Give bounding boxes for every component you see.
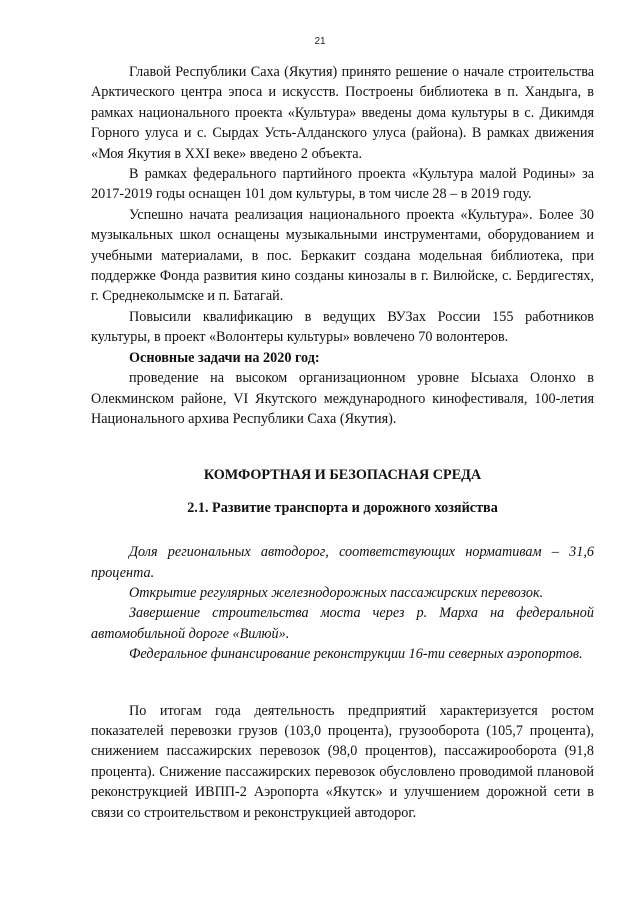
indicator-item: Открытие регулярных железнодорожных пассажирских перевозок. xyxy=(129,584,544,601)
paragraph-culture-construction: Главой Республики Саха (Якутия) принято решение о начале строительства Арктического центра эпоса и искусств. Построены библиотека в п. Хандыга, в рамках национального проекта «Культура» введены дома культуры в с. Дикимдя Горного улуса и с. Сырдах Усть-Алданского улуса (района). В рамках движения «Моя Якутия в XXI веке» введено 2 объекта. xyxy=(91,64,594,162)
indicator-item: Федеральное финансирование реконструкции 16-ти северных аэропортов. xyxy=(129,646,583,663)
indicator-item: Завершение строительства моста через р. Марха на федеральной автомобильной дороге «Вилюй». xyxy=(91,605,594,642)
paragraph-culture-small-homeland: В рамках федерального партийного проекта «Культура малой Родины» за 2017-2019 годы оснащен 101 дом культуры, в том числе 28 – в 2019 году. xyxy=(91,166,594,203)
indicators-list xyxy=(91,542,594,664)
subsection-title: 2.1. Развитие транспорта и дорожного хозяйства xyxy=(187,499,498,516)
paragraph-transport-results: По итогам года деятельность предприятий характеризуется ростом показателей перевозки грузов (103,0 процента), грузооборота (105,7 процента), снижением пассажирских перевозок (98,0 процентов), пассажирооборота (91,8 процента). Снижение пассажирских перевозок обусловлено проводимой плановой реконструкцией ИВПП-2 Аэропорта «Якутск» и улучшением дорожной сети в связи со строительством и реконструкцией автодорог. xyxy=(91,702,594,821)
paragraph-national-project: Успешно начата реализация национального проекта «Культура». Более 30 музыкальных школ оснащены музыкальными инструментами, оборудованием и учебными материалами, в пос. Беркакит создана модельная библиотека, при поддержке Фонда развития кино созданы кинозалы в г. Вилюйске, с. Бердигестях, г. Среднеколымске и п. Батагай. xyxy=(91,206,594,305)
section-title: КОМФОРТНАЯ И БЕЗОПАСНАЯ СРЕДА xyxy=(203,467,482,484)
paragraph-qualification: Повысили квалификацию в ведущих ВУЗах России 155 работников культуры, в проект «Волонтеры культуры» вовлечено 70 волонтеров. xyxy=(91,308,594,346)
document-body xyxy=(91,62,594,823)
paragraph-tasks: проведение на высоком организационном уровне Ысыаха Олонхо в Олекминском районе, VI Якутского международного кинофестиваля, 100-летия Национального архива Республики Саха (Якутия). xyxy=(91,370,594,427)
tasks-heading: Основные задачи на 2020 год: xyxy=(129,349,320,366)
indicator-item: Доля региональных автодорог, соответствующих нормативам – 31,6 процента. xyxy=(91,544,594,581)
page-number: 21 xyxy=(314,36,326,47)
